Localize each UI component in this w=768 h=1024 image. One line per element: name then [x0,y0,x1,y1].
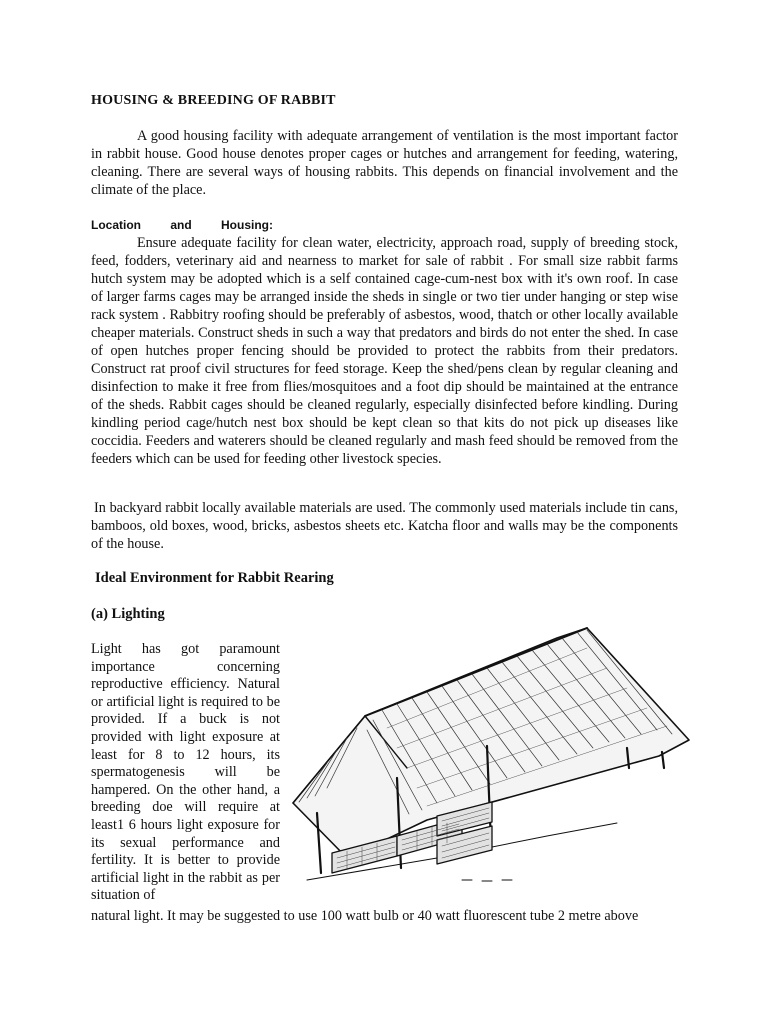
environment-heading: Ideal Environment for Rabbit Rearing [95,570,334,586]
intro-paragraph: A good housing facility with adequate arrangement of ventilation is the most important factor in rabbit house. Good house denotes proper cages or hutches and arrangement for feeding, watering, cleaning. There are several ways of housing rabbits. This depends on financial involvement and the climate of the place. [91,128,678,198]
lighting-heading: (a) Lighting [91,606,165,622]
location-paragraph: Ensure adequate facility for clean water, electricity, approach road, supply of breeding stock, feed, fodders, veterinary aid and nearness to market for sale of rabbit . For small size rabbit farms hutch system may be adopted which is a self contained cage-cum-nest box with it's own roof. In case of larger farms cages may be arranged inside the sheds in single or two tier under hanging or step wise rack system . Rabbitry roofing should be preferably of asbestos, wood, thatch or other locally available cheaper materials. Construct sheds in such a way that predators and birds do not enter the shed. In case of open hutches proper fencing should be provided to protect the rabbits from their predators. Construct rat proof civil structures for feed storage. Keep the shed/pens clean by regular cleaning and disinfection to make it free from flies/mosquitoes and a foot dip should be maintained at the entrance of the sheds. Rabbit cages should be cleaned regularly, especially disinfected before kindling. During kindling period cage/hutch nest box should be kept clean so that kits do not pick up diseases like coccidia. Feeders and waterers should be cleaned regularly and mash feed should be removed from the feeders which can be used for feeding other livestock species. [91,235,678,467]
lighting-paragraph: Light has got paramount importance concerning reproductive efficiency. Natural or artificial light is required to be provided. If a buck is not provided with light exposure at least for 8 to 12 hours, its spermatogenesis will be hampered. On the other hand, a breeding doe will require at least1 6 hours light exposure for its sexual performance and fertility. It is better to provide artificial light in the rabbit as per situation of [91,641,280,904]
document-title: HOUSING & BREEDING OF RABBIT [91,93,336,108]
lighting-continuation: natural light. It may be suggested to use 100 watt bulb or 40 watt fluorescent tube 2 metre above [91,908,639,924]
location-heading: Location and Housing: [91,218,273,232]
thatched-shed-illustration [287,618,697,904]
backyard-paragraph: In backyard rabbit locally available materials are used. The commonly used materials include tin cans, bamboos, old boxes, wood, bricks, asbestos sheets etc. Katcha floor and walls may be the components of the house. [91,500,678,552]
